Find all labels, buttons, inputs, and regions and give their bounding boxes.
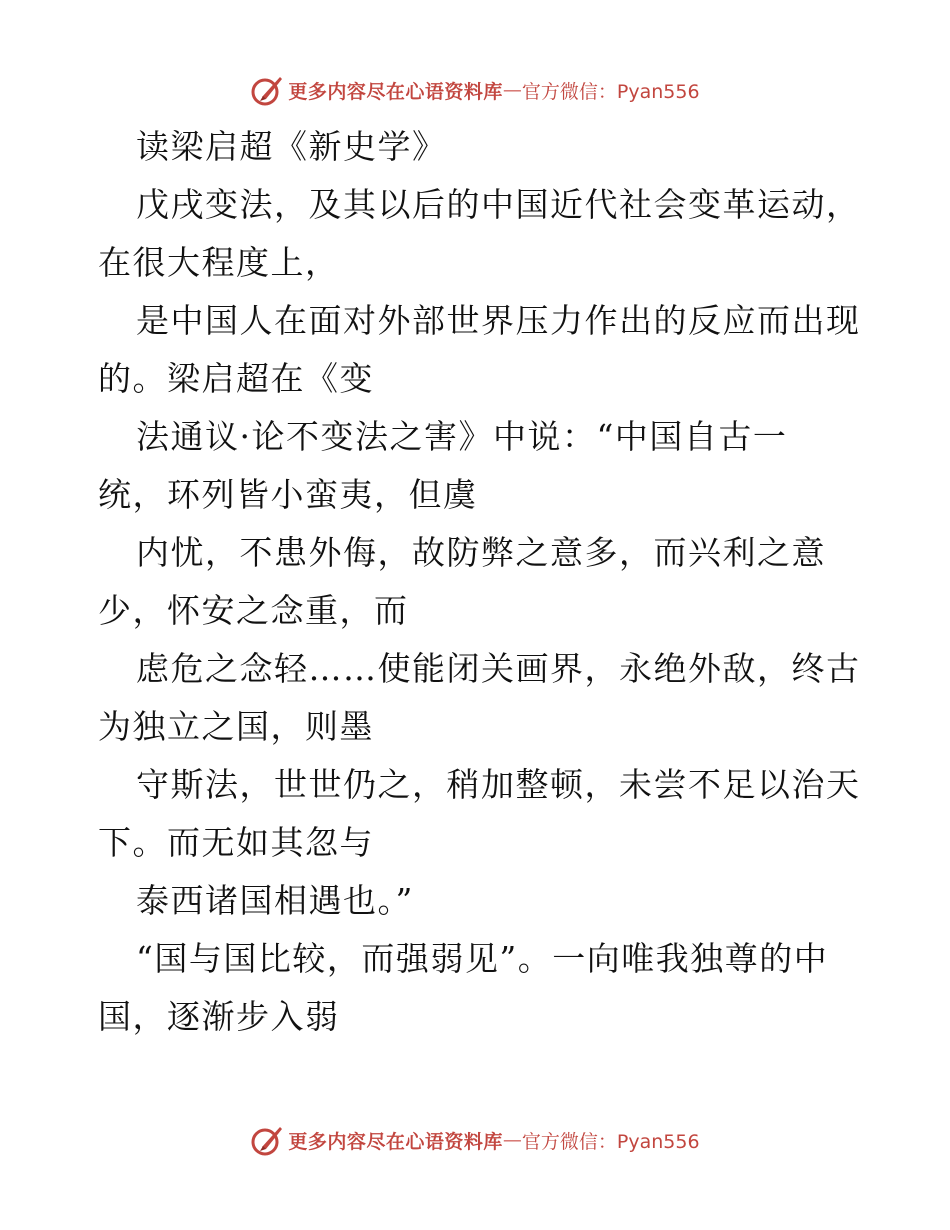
quill-logo-icon — [250, 1123, 284, 1157]
banner-wechat-text: 官方微信：Pyan556 — [521, 80, 700, 103]
banner-main-text: 更多内容尽在心语资料库 — [288, 80, 503, 103]
text-line: 少，怀安之念重，而 — [98, 591, 409, 630]
banner-dash: — — [502, 79, 522, 101]
quill-logo-icon — [250, 73, 284, 107]
text-line: 的。梁启超在《变 — [98, 359, 374, 398]
text-line: 泰西诸国相遇也。” — [136, 881, 414, 920]
footer-watermark — [0, 1120, 950, 1160]
text-line: 统，环列皆小蛮夷，但虞 — [98, 475, 478, 514]
text-line: 国，逐渐步入弱 — [98, 997, 340, 1036]
text-line: 内忧，不患外侮，故防弊之意多，而兴利之意 — [136, 533, 826, 572]
text-line: 虑危之念轻……使能闭关画界，永绝外敌，终古 — [136, 649, 861, 688]
banner-dash: — — [502, 1129, 522, 1151]
text-line: 读梁启超《新史学》 — [136, 127, 447, 166]
text-line: 下。而无如其忽与 — [98, 823, 374, 862]
document-body — [98, 118, 868, 1046]
text-line: “国与国比较，而强弱见”。一向唯我独尊的中 — [136, 939, 829, 978]
text-line: 为独立之国，则墨 — [98, 707, 374, 746]
header-watermark — [0, 70, 950, 110]
text-line: 守斯法，世世仍之，稍加整顿，未尝不足以治天 — [136, 765, 861, 804]
text-line: 是中国人在面对外部世界压力作出的反应而出现 — [136, 301, 861, 340]
banner-main-text: 更多内容尽在心语资料库 — [288, 1130, 503, 1153]
banner-wechat-text: 官方微信：Pyan556 — [521, 1130, 700, 1153]
text-line: 戊戌变法，及其以后的中国近代社会变革运动， — [136, 185, 861, 224]
text-line: 法通议·论不变法之害》中说：“中国自古一 — [136, 417, 788, 456]
text-line: 在很大程度上， — [98, 243, 340, 282]
